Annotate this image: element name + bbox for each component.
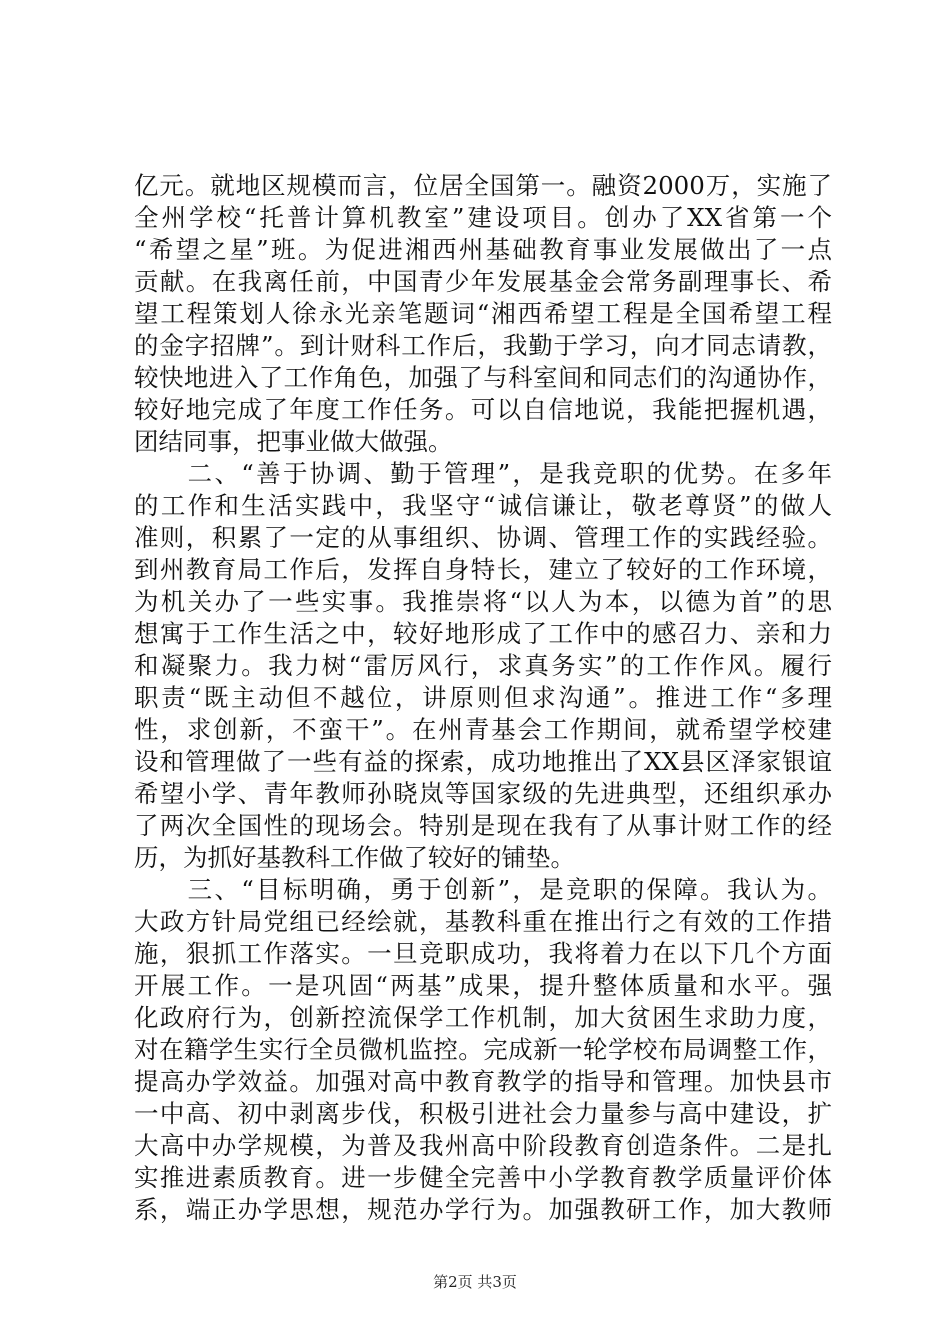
text-line: 贡献。在我离任前，中国青少年发展基金会常务副理事长、希 — [134, 267, 832, 296]
text-line: 亿元。就地区规模而言，位居全国第一。融资2000万，实施了 — [134, 171, 832, 200]
text-line: 较好地完成了年度工作任务。可以自信地说，我能把握机遇， — [134, 395, 832, 424]
paragraph-end-line: 团结同事，把事业做大做强。 — [134, 427, 453, 456]
paragraph-end-line: 历，为抓好基教科工作做了较好的铺垫。 — [134, 843, 575, 872]
paragraph-start-line: 二、“善于协调、勤于管理”，是我竞职的优势。在多年 — [134, 459, 832, 488]
text-line: 设和管理做了一些有益的探索，成功地推出了XX县区泽家银谊 — [134, 747, 832, 776]
text-line: 一中高、初中剥离步伐，积极引进社会力量参与高中建设，扩 — [134, 1099, 832, 1128]
text-line: 为机关办了一些实事。我推崇将“以人为本，以德为首”的思 — [134, 587, 832, 616]
text-line: 施，狠抓工作落实。一旦竞职成功，我将着力在以下几个方面 — [134, 939, 832, 968]
text-line: 想寓于工作生活之中，较好地形成了工作中的感召力、亲和力 — [134, 619, 832, 648]
text-line: 性，求创新，不蛮干”。在州青基会工作期间，就希望学校建 — [134, 715, 832, 744]
paragraph-start-line: 三、“目标明确，勇于创新”，是竞职的保障。我认为。 — [134, 875, 832, 904]
text-line: 准则，积累了一定的从事组织、协调、管理工作的实践经验。 — [134, 523, 832, 552]
text-line: 了两次全国性的现场会。特别是现在我有了从事计财工作的经 — [134, 811, 832, 840]
text-line: “希望之星”班。为促进湘西州基础教育事业发展做出了一点 — [134, 235, 832, 264]
text-line: 较快地进入了工作角色，加强了与科室间和同志们的沟通协作， — [134, 363, 832, 392]
text-line: 望工程策划人徐永光亲笔题词“湘西希望工程是全国希望工程 — [134, 299, 832, 328]
text-line: 的工作和生活实践中，我坚守“诚信谦让，敬老尊贤”的做人 — [134, 491, 832, 520]
text-line: 对在籍学生实行全员微机监控。完成新一轮学校布局调整工作， — [134, 1035, 832, 1064]
text-line: 职责“既主动但不越位，讲原则但求沟通”。推进工作“多理 — [134, 683, 832, 712]
page-number: 第2页 共3页 — [433, 1273, 517, 1291]
text-line: 系，端正办学思想，规范办学行为。加强教研工作，加大教师 — [134, 1195, 832, 1224]
text-line: 希望小学、青年教师孙晓岚等国家级的先进典型，还组织承办 — [134, 779, 832, 808]
text-line: 开展工作。一是巩固“两基”成果，提升整体质量和水平。强 — [134, 971, 832, 1000]
document-body — [134, 170, 832, 1226]
text-line: 的金字招牌”。到计财科工作后，我勤于学习，向才同志请教， — [134, 331, 832, 360]
text-line: 实推进素质教育。进一步健全完善中小学教育教学质量评价体 — [134, 1163, 832, 1192]
text-line: 大政方针局党组已经绘就，基教科重在推出行之有效的工作措 — [134, 907, 832, 936]
text-line: 全州学校“托普计算机教室”建设项目。创办了XX省第一个 — [134, 203, 832, 232]
text-line: 到州教育局工作后，发挥自身特长，建立了较好的工作环境， — [134, 555, 832, 584]
text-line: 和凝聚力。我力树“雷厉风行，求真务实”的工作作风。履行 — [134, 651, 832, 680]
text-line: 大高中办学规模，为普及我州高中阶段教育创造条件。二是扎 — [134, 1131, 832, 1160]
text-line: 提高办学效益。加强对高中教育教学的指导和管理。加快县市 — [134, 1067, 832, 1096]
text-line: 化政府行为，创新控流保学工作机制，加大贫困生求助力度， — [134, 1003, 832, 1032]
